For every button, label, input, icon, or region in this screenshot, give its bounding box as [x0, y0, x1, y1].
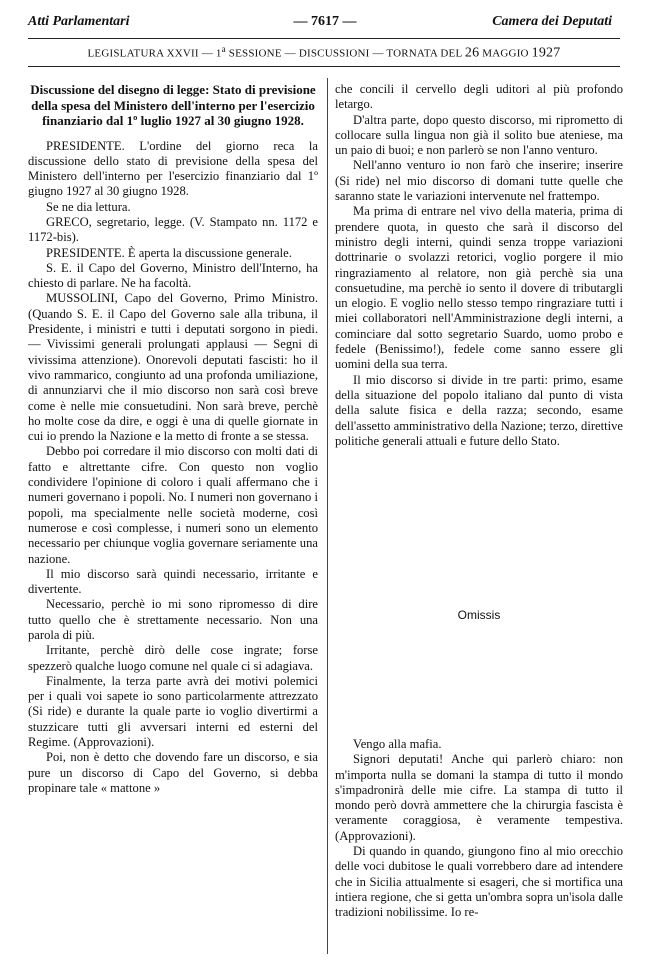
- paragraph: PRESIDENTE. L'ordine del giorno reca la discussione dello stato di previsione della spesa del Ministero dell'interno per l'esercizio finanziario dal 1º giugno 1927 al 30 giugno 1928.: [28, 138, 318, 199]
- paragraph: D'altra parte, dopo questo discorso, mi riprometto di collocare sulla lingua non già il solito bue ateniese, ma un paio di buoi; e non parlerò se non l'anno venturo.: [335, 112, 623, 158]
- omissis-marker: Omissis: [457, 608, 501, 622]
- paragraph: PRESIDENTE. È aperta la discussione generale.: [46, 245, 292, 260]
- paragraph: Ma prima di entrare nel vivo della materia, prima di prendere quota, in questo che sarà il discorso del ministro degli interni, quindi senza troppe variazioni dottrinarie o svolazzi retorici, voglio porgere il mio ringraziamento al relatore, non già perchè sia una consuetudine, ma perchè io sento il dovere di tributargli un elogio. E voglio nello stesso tempo ringraziare tutti i miei collaboratori nell'Amministrazione degli interni, a cominciare dal sotto segretario Suardo, uomo probo e fedele (Benissimo!), fedele come sanno essere gli uomini della sua terra.: [335, 204, 623, 372]
- header-right: Camera dei Deputati: [492, 14, 612, 29]
- paragraph: Vengo alla mafia.: [353, 737, 442, 751]
- paragraph: che concili il cervello degli uditori al più profondo letargo.: [335, 82, 623, 112]
- paragraph: Poi, non è detto che dovendo fare un discorso, e sia pure un discorso di Capo del Governo, si debba propinare tale « mattone »: [28, 750, 318, 795]
- paragraph: GRECO, segretario, legge. (V. Stampato nn. 1172 e 1172-bis).: [28, 214, 318, 245]
- paragraph: Il mio discorso si divide in tre parti: primo, esame della situazione del popolo italiano dal punto di vista della salute fisica e della razza; secondo, esame dell'assetto amministrativo della Nazione; terzo, direttive politiche generali attuali e future dello Stato.: [335, 372, 623, 448]
- paragraph: S. E. il Capo del Governo, Ministro dell'Interno, ha chiesto di parlare. Ne ha facoltà.: [28, 260, 318, 291]
- header-left: Atti Parlamentari: [28, 14, 130, 29]
- paragraph: Finalmente, la terza parte avrà dei motivi polemici per i quali voi sapete io sono particolarmente attrezzato (Si ride) e durante la quale parte io voglio divertirmi a stuzzicare tutti gli avversari interni ed esterni del Regime. (Approvazioni).: [28, 673, 318, 750]
- paragraph: MUSSOLINI, Capo del Governo, Primo Ministro. (Quando S. E. il Capo del Governo sale alla tribuna, il Presidente, i ministri e tutti i deputati sorgono in piedi. — Vivissimi generali prolungati applausi — Segni di vivissima attenzione). Onorevoli deputati fascisti: ho il vivo rammarico, congiunto ad una profonda umiliazione, di annunziarvi che il mio discorso non sarà così breve come è nelle mie consuetudini. Non sarà breve, perchè ho molte cose da dire, e oggi è una di quelle giornate in cui io prendo la Nazione e la metto di fronte a se stessa.: [28, 291, 318, 444]
- section-title: Discussione del disegno di legge: Stato di previsione della spesa del Ministero dell'interno per l'esercizio finanziario dal 1º luglio 1927 al 30 giugno 1928.: [30, 82, 316, 128]
- column-divider: [327, 78, 328, 954]
- header-rule: [28, 38, 620, 39]
- right-column-continued: [335, 737, 623, 921]
- paragraph: Irritante, perchè dirò delle cose ingrate; forse spezzerò qualche luogo comune nel quale ci si adagiava.: [28, 643, 318, 673]
- paragraph: Signori deputati! Anche qui parlerò chiaro: non m'importa nulla se domani la stampa di tutto il mondo s'impadronirà delle mie cifre. La stampa di tutto il mondo però dovrà ammettere che la chirurgia fascista è veramente coraggiosa, è veramente tempestiva. (Approvazioni).: [335, 752, 623, 843]
- paragraph: Debbo poi corredare il mio discorso con molti dati di fatto e altrettante cifre. Con questo non voglio condividere l'opinione di coloro i quali affermano che i numeri governano i popoli. No. I numeri non governano i popoli, ma specialmente nelle società moderne, così numerose e così complesse, i numeri sono un elemento necessario per chiunque voglia governare seriamente una nazione.: [28, 444, 318, 566]
- page-number: — 7617 —: [293, 14, 357, 29]
- paragraph: Di quando in quando, giungono fino al mio orecchio delle voci dubitose le quali vorrebbero dare ad intendere che in Sicilia attualmente si esageri, che si mortifica una intiera regione, che si getta un'ombra sopra un'isola dalle tradizioni nobilissime. Io re-: [335, 844, 623, 920]
- left-column: [28, 82, 318, 796]
- right-column: [335, 82, 623, 449]
- paragraph: Il mio discorso sarà quindi necessario, irritante e divertente.: [28, 566, 318, 597]
- paragraph: Necessario, perchè io mi sono ripromesso di dire tutto quello che è strettamente necessario. Non una parola di più.: [28, 597, 318, 642]
- paragraph: Nell'anno venturo io non farò che inserire; inserire (Si ride) nel mio discorso di domani tutte quelle che saranno state le variazioni intervenute nel frattempo.: [335, 158, 623, 204]
- page-header: [0, 14, 650, 34]
- session-line: LEGISLATURA XXVII — 1$^a$ SESSIONE — DISCUSSIONI — TORNATA DEL 26 MAGGIO 1927: [87, 44, 561, 61]
- subheader-rule: [28, 66, 620, 67]
- paragraph: Se ne dia lettura.: [46, 199, 131, 214]
